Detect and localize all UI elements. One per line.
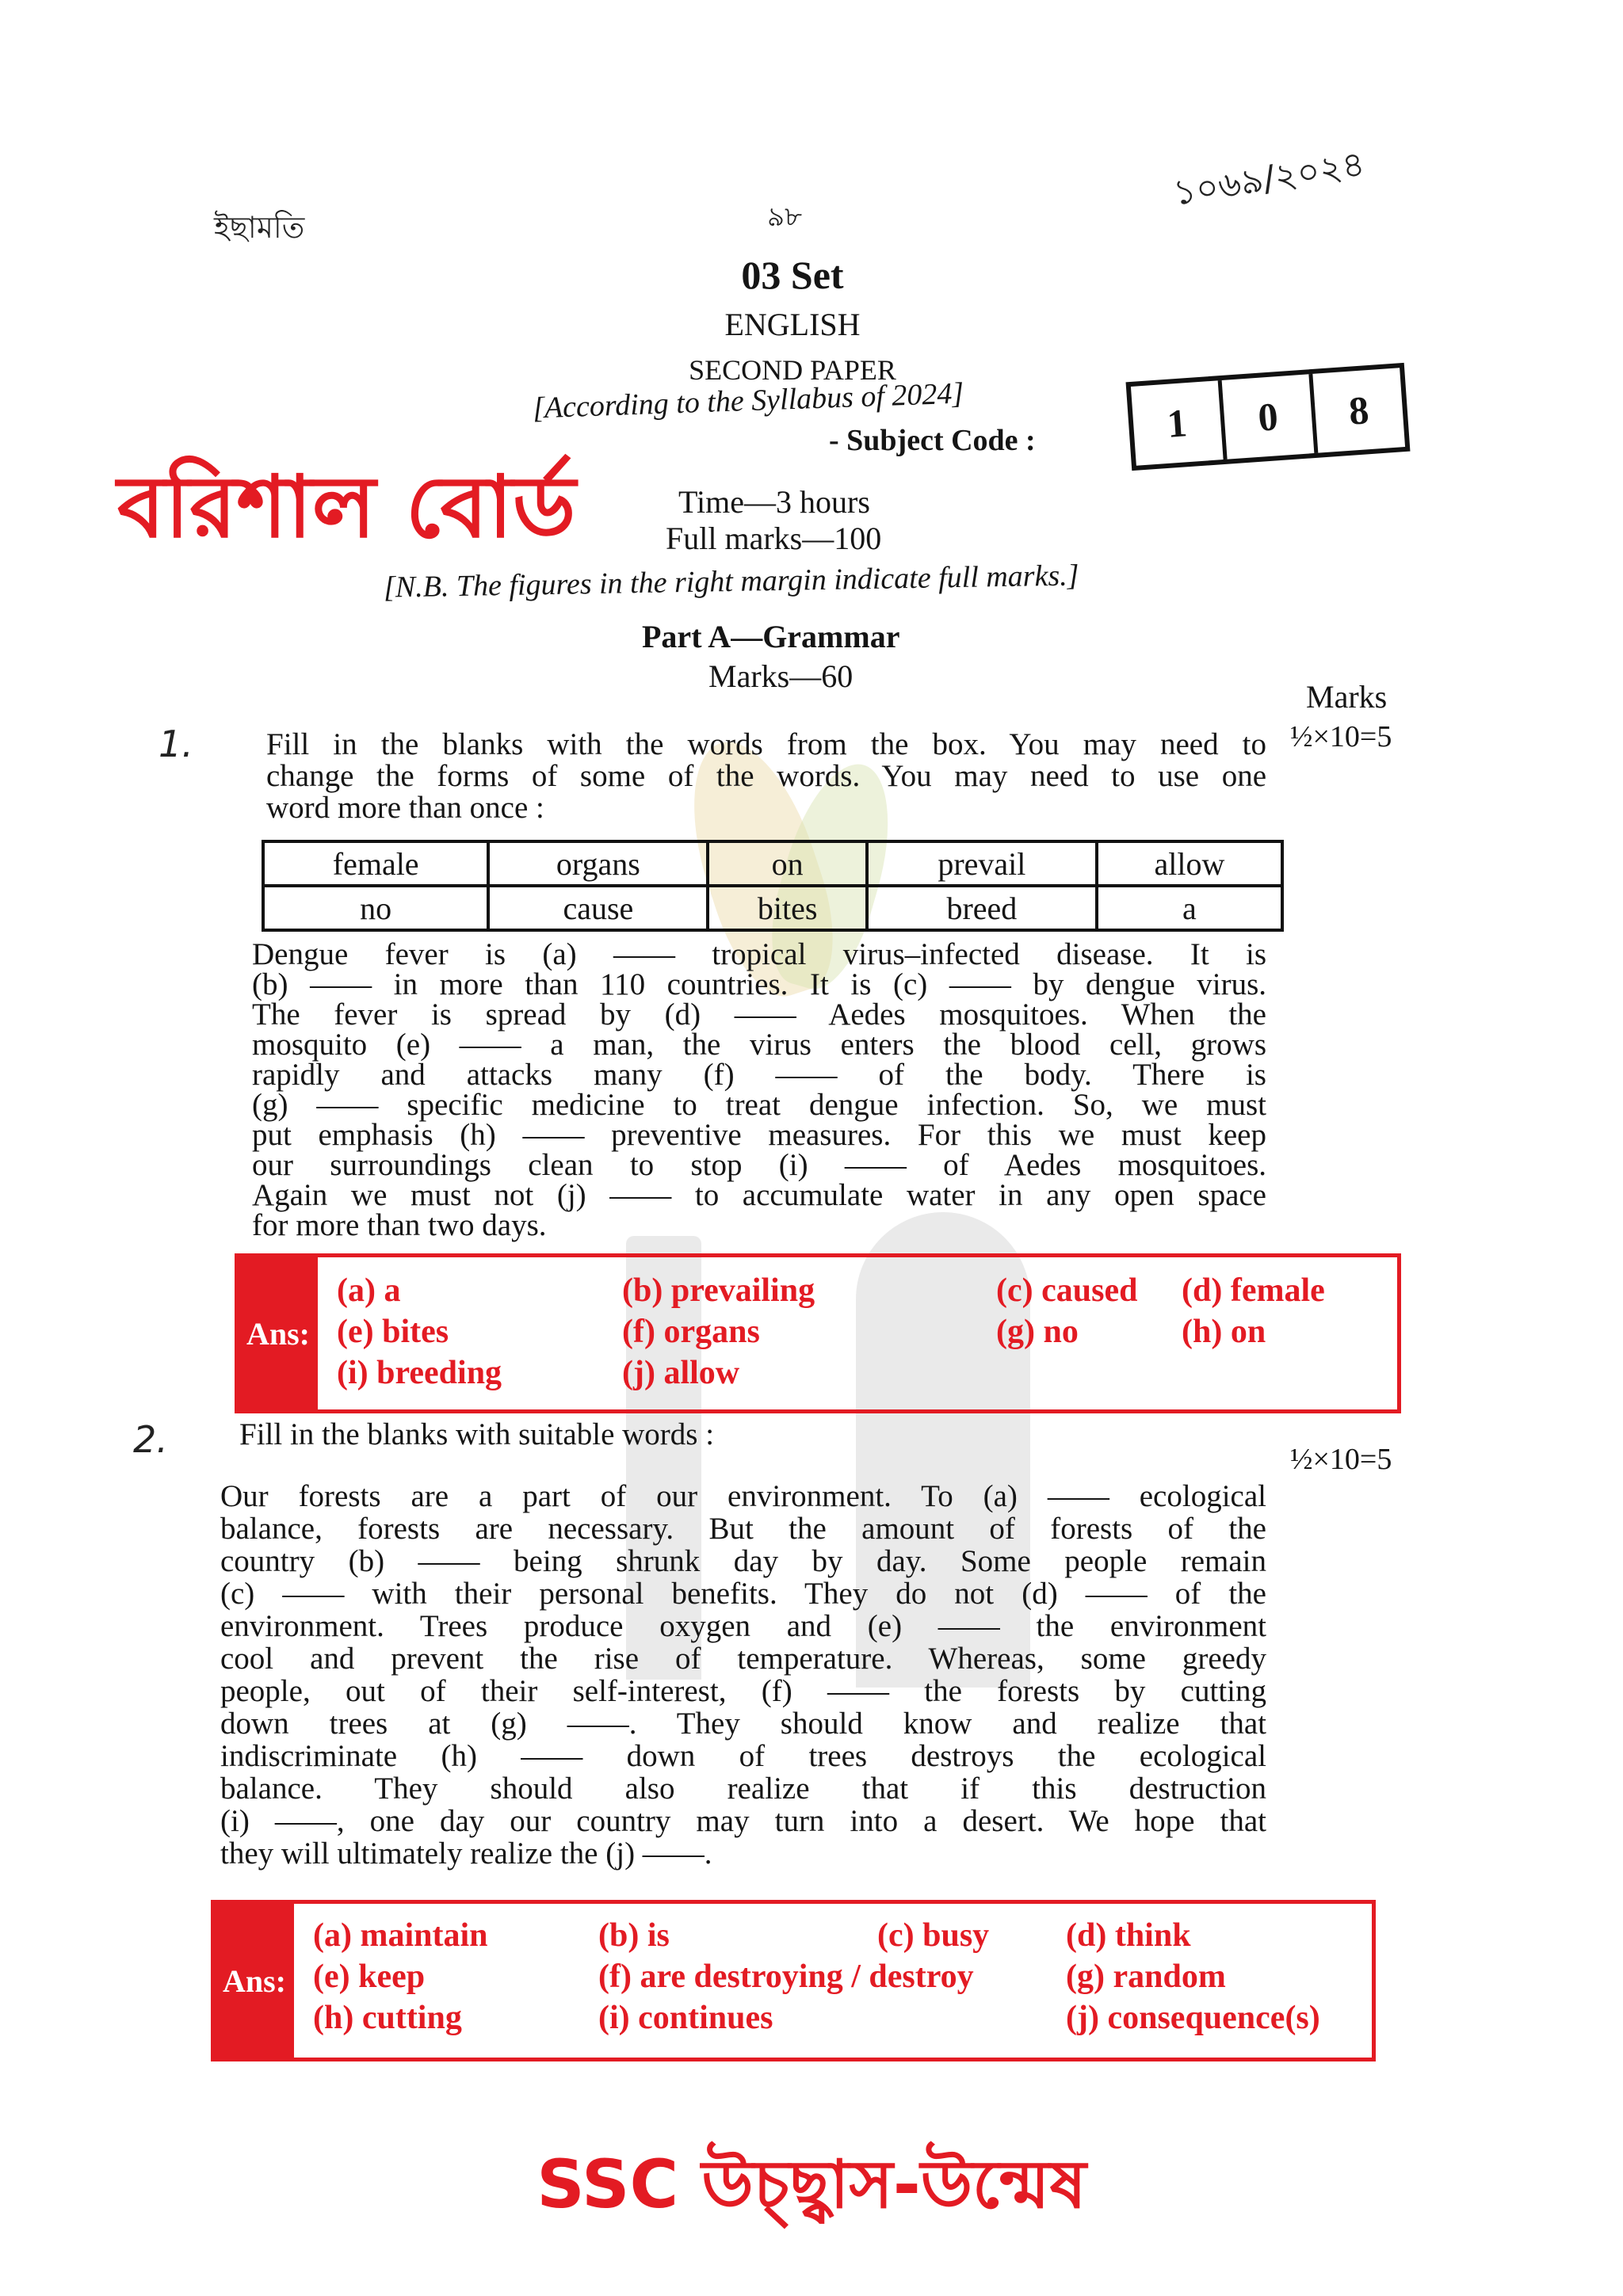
word-cell: breed <box>867 886 1097 930</box>
passage-line: (i) ——, one day our country may turn into a desert. We hope that <box>220 1804 1266 1838</box>
question-number: 2. <box>133 1418 168 1461</box>
word-cell: bites <box>708 886 866 930</box>
passage-line: balance. They should also realize that if this destruction <box>220 1772 1266 1806</box>
answer-item: (e) keep <box>313 1958 426 1995</box>
answer-label: Ans: <box>215 1904 294 2058</box>
passage-line: indiscriminate (h) —— down of trees destroys the ecological <box>220 1739 1266 1773</box>
passage-line: (c) —— with their personal benefits. They do not (d) —— of the <box>220 1577 1266 1611</box>
subject-code-label: - Subject Code : <box>829 424 1036 457</box>
page-number: ৯৮ <box>767 201 803 233</box>
answer-item: (f) organs <box>622 1314 760 1350</box>
instruction-line: word more than once : <box>266 791 544 825</box>
word-cell: a <box>1097 886 1282 930</box>
passage-line: Dengue fever is (a) —— tropical virus–infected disease. It is <box>252 937 1266 971</box>
paper-title: SECOND PAPER <box>689 354 896 386</box>
word-cell: organs <box>488 841 708 886</box>
answer-item: (i) breeding <box>337 1355 502 1391</box>
passage-line: down trees at (g) ——. They should know and realize that <box>220 1707 1266 1741</box>
answer-grid <box>318 1257 1397 1409</box>
word-cell: cause <box>488 886 708 930</box>
answer-item: (b) prevailing <box>622 1272 815 1309</box>
left-label: ইছামতি <box>214 210 305 245</box>
answer-item: (c) busy <box>877 1917 990 1954</box>
passage-line: mosquito (e) —— a man, the virus enters the blood cell, grows <box>252 1028 1266 1062</box>
answer-label: Ans: <box>239 1257 318 1409</box>
passage-line: environment. Trees produce oxygen and (e) —— the environment <box>220 1609 1266 1643</box>
q2-passage <box>220 1480 1266 1870</box>
passage-line: cool and prevent the rise of temperature. Whereas, some greedy <box>220 1642 1266 1676</box>
instruction-line: change the forms of some of the words. You may need to use one <box>266 759 1266 793</box>
passage-line: country (b) —— being shrunk day by day. Some people remain <box>220 1544 1266 1578</box>
answer-item: (g) random <box>1066 1958 1226 1995</box>
q2-answer-box <box>211 1900 1376 2061</box>
answer-item: (g) no <box>996 1314 1079 1350</box>
q2-instruction: Fill in the blanks with suitable words : <box>239 1417 715 1451</box>
word-cell: allow <box>1097 841 1282 886</box>
passage-line: (g) —— specific medicine to treat dengue infection. So, we must <box>252 1088 1266 1122</box>
exam-time: Time—3 hours <box>678 484 870 520</box>
question-marks: ½×10=5 <box>1290 1443 1392 1476</box>
passage-line: they will ultimately realize the (j) ——. <box>220 1836 712 1871</box>
subject-code-digit: 0 <box>1222 374 1319 460</box>
word-cell: female <box>263 841 488 886</box>
q1-instruction <box>266 729 1266 824</box>
answer-grid <box>294 1904 1372 2058</box>
passage-line: (b) —— in more than 110 countries. It is (c) —— by dengue virus. <box>252 967 1266 1001</box>
passage-line: Again we must not (j) —— to accumulate water in any open space <box>252 1178 1266 1212</box>
word-box <box>262 840 1284 932</box>
passage-line: people, out of their self-interest, (f) —— the forests by cutting <box>220 1674 1266 1708</box>
answer-item: (d) female <box>1182 1272 1325 1309</box>
answer-item: (j) allow <box>622 1355 740 1391</box>
passage-line: for more than two days. <box>252 1208 547 1242</box>
answer-item: (c) caused <box>996 1272 1138 1309</box>
passage-line: balance, forests are necessary. But the amount of forests of the <box>220 1512 1266 1546</box>
part-marks: Marks—60 <box>708 658 854 694</box>
question-number: 1. <box>158 723 193 765</box>
answer-item: (b) is <box>598 1917 670 1954</box>
passage-line: The fever is spread by (d) —— Aedes mosquitoes. When the <box>252 997 1266 1032</box>
word-box-row <box>263 886 1282 930</box>
full-marks: Full marks—100 <box>666 521 882 556</box>
passage-line: Our forests are a part of our environment. To (a) —— ecological <box>220 1479 1266 1513</box>
passage-line: our surroundings clean to stop (i) —— of Aedes mosquitoes. <box>252 1148 1266 1182</box>
nb-note: [N.B. The figures in the right margin indicate full marks.] <box>383 559 1079 605</box>
answer-item: (i) continues <box>598 2000 773 2036</box>
syllabus-note: [According to the Syllabus of 2024] <box>532 376 964 425</box>
answer-item: (f) are destroying / destroy <box>598 1958 974 1995</box>
word-cell: on <box>708 841 866 886</box>
word-box-row <box>263 841 1282 886</box>
word-cell: no <box>263 886 488 930</box>
passage-line: put emphasis (h) —— preventive measures. For this we must keep <box>252 1118 1266 1152</box>
answer-item: (d) think <box>1066 1917 1191 1954</box>
answer-item: (h) on <box>1182 1314 1266 1350</box>
q1-passage <box>252 937 1266 1242</box>
part-title: Part A—Grammar <box>642 619 900 654</box>
marks-column-label: Marks <box>1306 679 1388 715</box>
footer-title: SSC উচ্ছ্বাস-উন্মেষ <box>537 2145 1086 2223</box>
answer-item: (e) bites <box>337 1314 449 1350</box>
subject-code-digit: 8 <box>1347 387 1371 433</box>
answer-item: (a) maintain <box>313 1917 488 1954</box>
word-cell: prevail <box>867 841 1097 886</box>
question-marks: ½×10=5 <box>1290 720 1392 753</box>
subject-code-box <box>1126 363 1411 471</box>
answer-item: (a) a <box>337 1272 401 1309</box>
subject-code-digit: 1 <box>1131 380 1228 466</box>
subject-title: ENGLISH <box>724 307 861 342</box>
q1-answer-box <box>235 1253 1401 1413</box>
instruction-line: Fill in the blanks with the words from the box. You may need to <box>266 727 1266 761</box>
answer-item: (h) cutting <box>313 2000 462 2036</box>
set-title: 03 Set <box>741 253 844 297</box>
passage-line: rapidly and attacks many (f) —— of the body. There is <box>252 1058 1266 1092</box>
board-name: বরিশাল বোর্ড <box>117 458 576 557</box>
answer-item: (j) consequence(s) <box>1066 2000 1320 2036</box>
handwritten-note: ১০৬৯/২০২৪ <box>1170 143 1368 214</box>
